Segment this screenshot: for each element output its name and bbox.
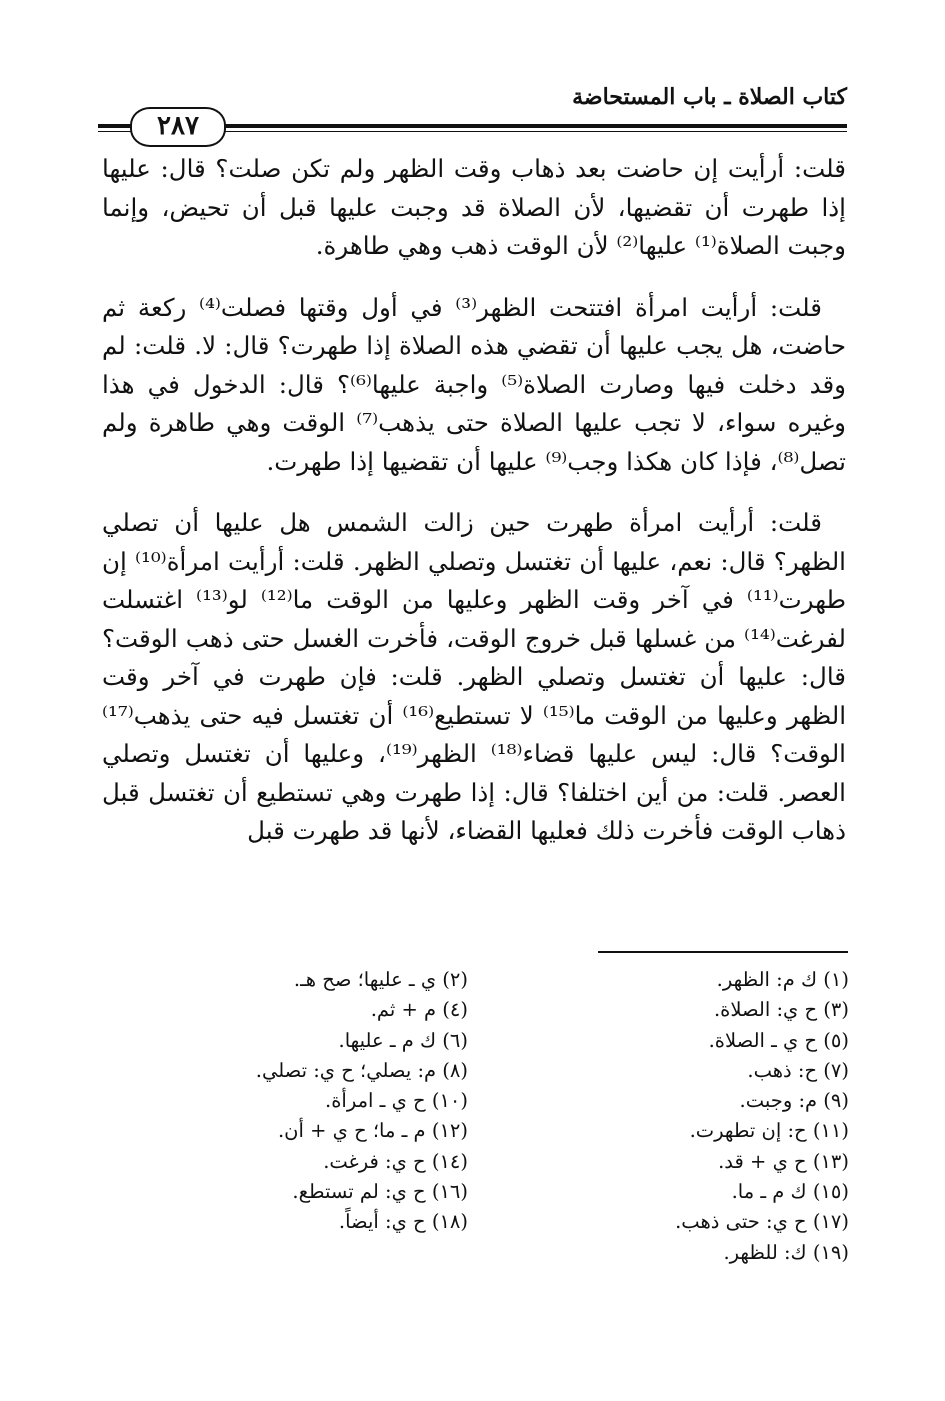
paragraph-3: قلت: أرأيت امرأة طهرت حين زالت الشمس هل عليها أن تصلي الظهر؟ قال: نعم، عليها أن تغتسل وتصلي الظهر. قلت: أرأيت امرأة⁽¹⁰⁾ إن طهرت⁽¹¹⁾ في آخر وقت الظهر وعليها من الوقت ما⁽¹²⁾ لو⁽¹³⁾ اغتسلت لفرغت⁽¹⁴⁾ من غسلها قبل خروج الوقت، فأخرت الغسل حتى ذهب الوقت؟ قال: عليها أن تغتسل وتصلي الظهر. قلت: فإن طهرت في آخر وقت الظهر وعليها من الوقت ما⁽¹⁵⁾ لا تستطيع⁽¹⁶⁾ أن تغتسل فيه حتى يذهب⁽¹⁷⁾ الوقت؟ قال: ليس عليها قضاء⁽¹⁸⁾ الظهر⁽¹⁹⁾، وعليها أن تغتسل وتصلي العصر. قلت: من أين اختلفا؟ قال: إذا طهرت وهي تستطيع أن تغتسل قبل ذهاب الوقت فأخرت ذلك فعليها القضاء، لأنها قد طهرت قبل bbox=[102, 508, 846, 845]
footnotes-right-column bbox=[599, 965, 849, 1268]
footnote-10: (١٠) ح ي ـ امرأة. bbox=[325, 1089, 468, 1113]
paragraph-2: قلت: أرأيت امرأة افتتحت الظهر⁽³⁾ في أول وقتها فصلت⁽⁴⁾ ركعة ثم حاضت، هل يجب عليها أن تقضي هذه الصلاة إذا طهرت؟ قال: لا. قلت: لم وقد دخلت فيها وصارت الصلاة⁽⁵⁾ واجبة عليها⁽⁶⁾؟ قال: الدخول في هذا وغيره سواء، لا تجب عليها الصلاة حتى يذهب⁽⁷⁾ الوقت وهي طاهرة ولم تصل⁽⁸⁾، فإذا كان هكذا وجب⁽⁹⁾ عليها أن تقضيها إذا طهرت. bbox=[102, 292, 846, 476]
footnote-12: (١٢) م ـ ما؛ ح ي + أن. bbox=[277, 1119, 468, 1143]
footnote-18: (١٨) ح ي: أيضاً. bbox=[338, 1210, 468, 1234]
footnote-11: (١١) ح: إن تطهرت. bbox=[689, 1119, 849, 1143]
footnote-4: (٤) م + ثم. bbox=[370, 998, 468, 1022]
main-text bbox=[102, 150, 846, 874]
footnotes-left-column bbox=[208, 965, 468, 1238]
footnote-3: (٣) ح ي: الصلاة. bbox=[713, 998, 849, 1022]
footnote-2: (٢) ي ـ عليها؛ صح هـ. bbox=[293, 968, 468, 991]
footnote-separator bbox=[598, 951, 848, 953]
footnote-7: (٧) ح: ذهب. bbox=[747, 1058, 849, 1082]
page-number: ٢٨٧ bbox=[130, 107, 226, 147]
paragraph-1: قلت: أرأيت إن حاضت بعد ذهاب وقت الظهر ولم تكن صلت؟ قال: عليها إذا طهرت أن تقضيها، لأن الصلاة قد وجبت عليها قبل أن تحيض، وإنما وجبت الصلاة⁽¹⁾ عليها⁽²⁾ لأن الوقت ذهب وهي طاهرة. bbox=[102, 154, 846, 260]
footnote-9: (٩) م: وجبت. bbox=[739, 1089, 849, 1113]
footnote-14: (١٤) ح ي: فرغت. bbox=[323, 1149, 468, 1173]
footnote-15: (١٥) ك م ـ ما. bbox=[731, 1180, 849, 1204]
footnote-19: (١٩) ك: للظهر. bbox=[723, 1240, 849, 1264]
footnote-16: (١٦) ح ي: لم تستطع. bbox=[292, 1180, 468, 1204]
footnote-1: (١) ك م: الظهر. bbox=[716, 968, 849, 991]
footnote-17: (١٧) ح ي: حتى ذهب. bbox=[675, 1210, 849, 1234]
footnote-5: (٥) ح ي ـ الصلاة. bbox=[708, 1028, 849, 1052]
footnote-6: (٦) ك م ـ عليها. bbox=[338, 1028, 468, 1052]
footnote-8: (٨) م: يصلي؛ ح ي: تصلي. bbox=[255, 1058, 468, 1082]
footnote-13: (١٣) ح ي + قد. bbox=[718, 1149, 849, 1173]
running-head: كتاب الصلاة ـ باب المستحاضة bbox=[572, 84, 847, 110]
